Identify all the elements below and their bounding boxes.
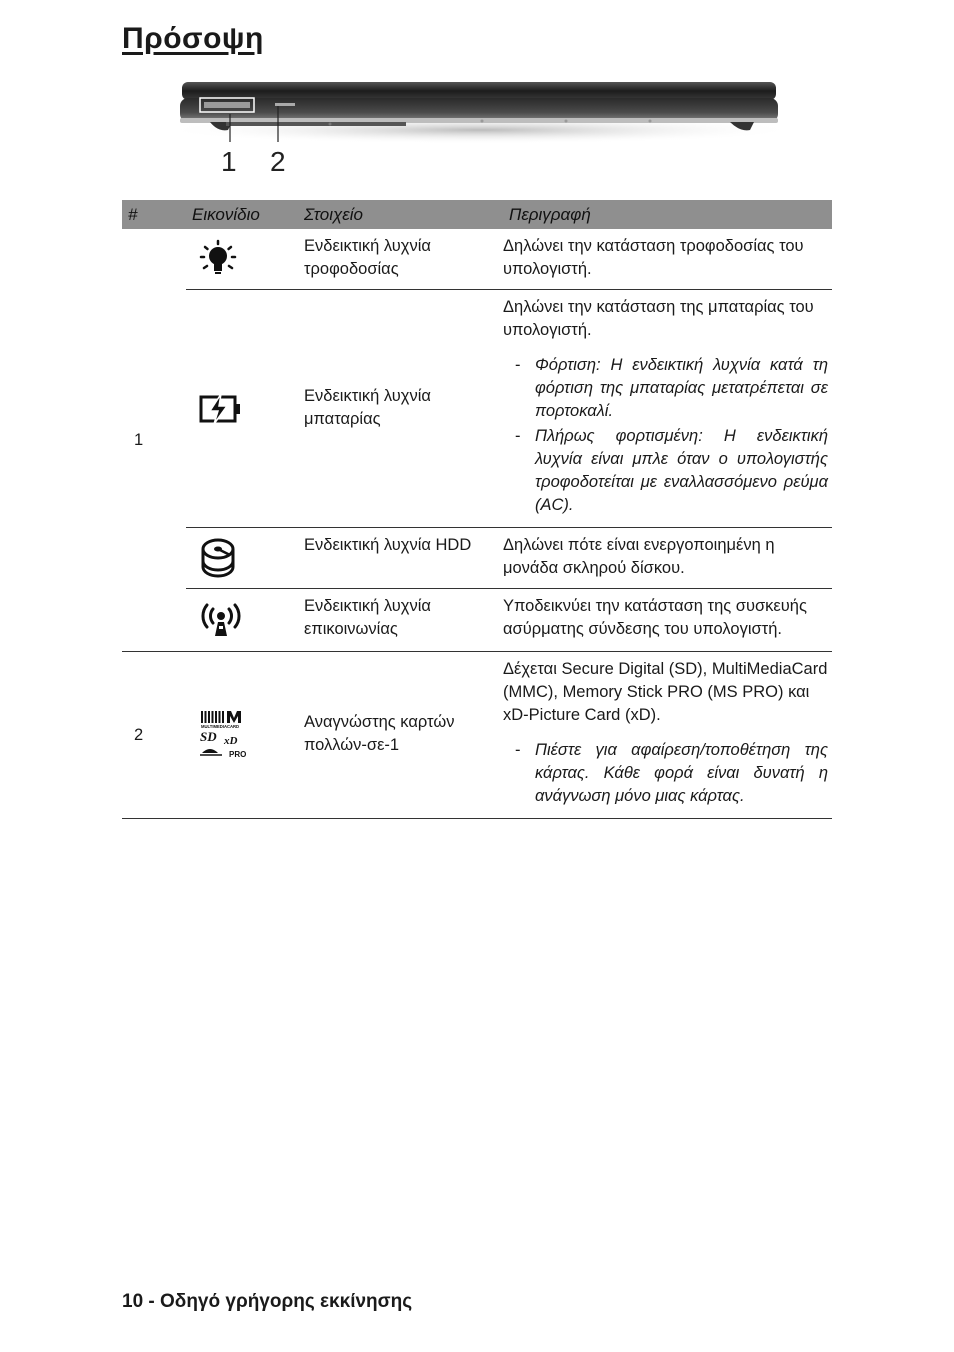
row-number: 1 (134, 430, 144, 449)
list-item: - Πλήρως φορτισμένη: Η ενδεικτική λυχνία είναι μπλε όταν ο υπολογιστής τροφοδοτείται με εναλλασσόμενο ρεύμα (AC). (503, 425, 828, 517)
description-power-led: Δηλώνει την κατάσταση τροφοδοσίας του υπολογιστή. (503, 237, 804, 278)
card-reader-icon (198, 709, 254, 761)
header-icon: Εικονίδιο (186, 200, 298, 229)
table-row (122, 652, 832, 819)
table-row (122, 290, 832, 528)
item-hdd-led: Ενδεικτική λυχνία HDD (298, 528, 503, 589)
item-battery-led: Ενδεικτική λυχνία μπαταρίας (298, 290, 503, 528)
card-reader-icon-label: MULTIMEDIACARD (201, 724, 240, 729)
wireless-icon (198, 602, 244, 638)
page-footer: 10 - Οδηγό γρήγορης εκκίνησης (122, 1291, 413, 1312)
header-description: Περιγραφή (503, 200, 832, 229)
description-communication-led: Υποδεικνύει την κατάσταση της συσκευής ασύρματης σύνδεσης του υπολογιστή. (503, 597, 807, 638)
header-number: # (122, 200, 186, 229)
table-row (122, 229, 832, 290)
row-number: 2 (122, 652, 186, 819)
callout-1: 1 (221, 146, 237, 177)
callout-2: 2 (270, 146, 286, 177)
card-reader-icon-pro: PRO (229, 750, 247, 759)
laptop-front-illustration (170, 76, 790, 188)
battery-charge-icon (198, 392, 242, 426)
battery-led-details (503, 354, 828, 517)
description-card-reader: Δέχεται Secure Digital (SD), MultiMediaCard (MMC), Memory Stick PRO (MS PRO) και xD-Picture Card (xD). (503, 660, 828, 724)
table-row (122, 528, 832, 589)
description-hdd-led: Δηλώνει πότε είναι ενεργοποιημένη η μονάδα σκληρού δίσκου. (503, 536, 775, 577)
hdd-icon (198, 537, 238, 579)
page-title: Πρόσοψη (122, 22, 264, 55)
item-power-led: Ενδεικτική λυχνία τροφοδοσίας (304, 237, 431, 278)
header-item: Στοιχείο (298, 200, 503, 229)
svg-text:xD: xD (224, 735, 238, 747)
item-card-reader: Αναγνώστης καρτών πολλών-σε-1 (298, 652, 503, 819)
table-row (122, 589, 832, 652)
table-header-row (122, 200, 832, 229)
svg-text:SD: SD (200, 729, 217, 744)
laptop-front-drawing (170, 76, 790, 188)
card-reader-details (503, 739, 828, 808)
list-item: - Φόρτιση: Η ενδεικτική λυχνία κατά τη φόρτιση της μπαταρίας μετατρέπεται σε πορτοκαλί. (503, 354, 828, 423)
components-table (122, 200, 832, 819)
power-bulb-icon (198, 239, 238, 279)
description-battery-led: Δηλώνει την κατάσταση της μπαταρίας του υπολογιστή. (503, 298, 814, 339)
list-item: - Πιέστε για αφαίρεση/τοποθέτηση της κάρτας. Κάθε φορά είναι δυνατή η ανάγνωση μόνο μιας κάρτας. (503, 739, 828, 808)
item-communication-led: Ενδεικτική λυχνία επικοινωνίας (298, 589, 503, 652)
